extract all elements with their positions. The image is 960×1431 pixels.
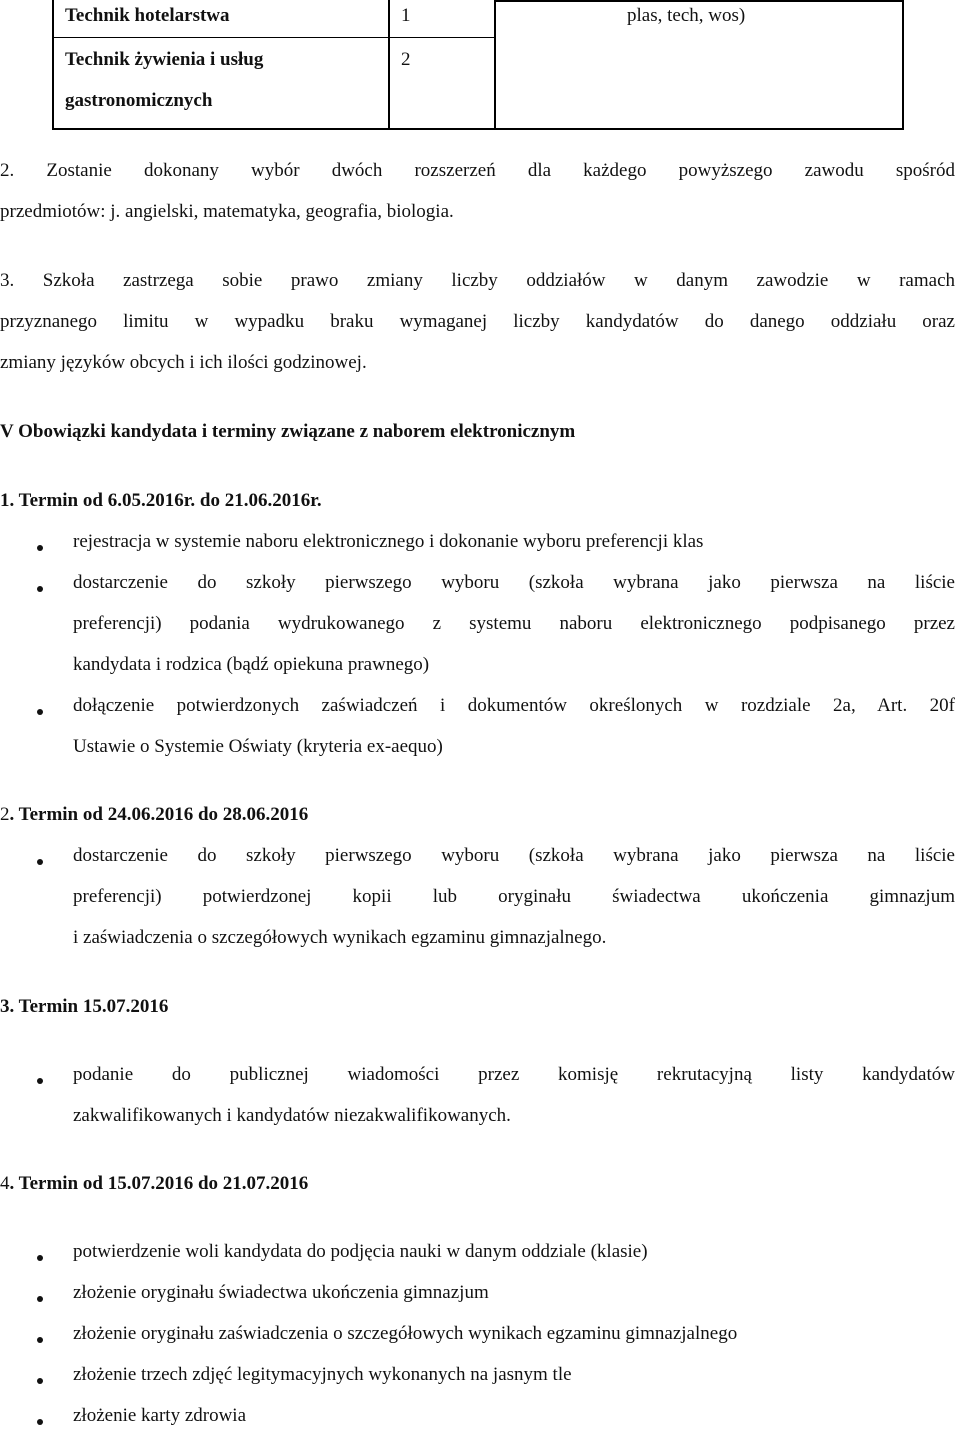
list-item: złożenie oryginału zaświadczenia o szczegółowych wynikach egzaminu gimnazjalnego [73, 1323, 738, 1344]
table-border-right [902, 0, 904, 130]
bullet-icon [37, 1078, 43, 1084]
list-item: złożenie karty zdrowia [73, 1405, 247, 1426]
list-item: rejestracja w systemie naboru elektronicznego i dokonanie wyboru preferencji klas [73, 531, 704, 552]
list-item-cont: kandydata i rodzica (bądź opiekuna prawnego) [73, 654, 430, 675]
list-item: złożenie oryginału świadectwa ukończenia gimnazjum [73, 1282, 489, 1303]
bullet-icon [37, 859, 43, 865]
paragraph-line: 3. Szkoła zastrzega sobie prawo zmiany liczby oddziałów w danym zawodzie w ramach [0, 270, 955, 291]
term-heading [0, 803, 308, 827]
list-item-cont: Ustawie o Systemie Oświaty (kryteria ex-aequo) [73, 736, 443, 757]
table-border-inner [494, 0, 496, 130]
list-item: potwierdzenie woli kandydata do podjęcia nauki w danym oddziale (klasie) [73, 1241, 648, 1262]
table-cell-name: Technik hotelarstwa [65, 5, 230, 26]
table-cell-name-cont: gastronomicznych [65, 90, 213, 111]
table-cell-extra: plas, tech, wos) [627, 5, 746, 26]
term-heading: 1. Termin od 6.05.2016r. do 21.06.2016r. [0, 490, 322, 511]
table-border-bottom-right [494, 128, 904, 130]
bullet-icon [37, 1419, 43, 1425]
bullet-icon [37, 709, 43, 715]
list-item: podanie do publicznej wiadomości przez komisję rekrutacyjną listy kandydatów [73, 1064, 955, 1085]
list-item-cont: zakwalifikowanych i kandydatów niezakwalifikowanych. [73, 1105, 511, 1126]
bullet-icon [37, 545, 43, 551]
paragraph-line: zmiany języków obcych i ich ilości godzinowej. [0, 352, 367, 373]
bullet-icon [37, 1255, 43, 1261]
list-item: dołączenie potwierdzonych zaświadczeń i dokumentów określonych w rozdziale 2a, Art. 20f [73, 695, 955, 716]
list-item-cont: preferencji) potwierdzonej kopii lub oryginału świadectwa ukończenia gimnazjum [73, 886, 955, 907]
section-heading: V Obowiązki kandydata i terminy związane z naborem elektronicznym [0, 421, 576, 442]
table-border-bottom [52, 128, 496, 130]
term-heading-text: . Termin od 15.07.2016 do 21.07.2016 [9, 1173, 309, 1194]
list-item: dostarczenie do szkoły pierwszego wyboru (szkoła wybrana jako pierwsza na liście [73, 845, 955, 866]
paragraph-line: przedmiotów: j. angielski, matematyka, geografia, biologia. [0, 201, 454, 222]
table-row-divider [52, 37, 496, 38]
bullet-icon [37, 1296, 43, 1302]
table-cell-count: 2 [401, 49, 411, 70]
table-border-top-right [494, 0, 904, 2]
table-border-mid [388, 0, 390, 130]
table-cell-count: 1 [401, 5, 411, 26]
list-item: złożenie trzech zdjęć legitymacyjnych wykonanych na jasnym tle [73, 1364, 572, 1385]
paragraph-line: przyznanego limitu w wypadku braku wymaganej liczby kandydatów do danego oddziału oraz [0, 311, 955, 332]
list-item-cont: i zaświadczenia o szczegółowych wynikach egzaminu gimnazjalnego. [73, 927, 607, 948]
paragraph-line: 2. Zostanie dokonany wybór dwóch rozszerzeń dla każdego powyższego zawodu spośród [0, 160, 955, 181]
bullet-icon [37, 1337, 43, 1343]
bullet-icon [37, 586, 43, 592]
list-item-cont: preferencji) podania wydrukowanego z systemu naboru elektronicznego podpisanego przez [73, 613, 955, 634]
table-cell-name: Technik żywienia i usług [65, 49, 264, 70]
table-border-left [52, 0, 54, 130]
term-number: 2 [0, 804, 10, 825]
term-heading [0, 1172, 308, 1196]
bullet-icon [37, 1378, 43, 1384]
term-heading-text: . Termin od 24.06.2016 do 28.06.2016 [9, 804, 309, 825]
list-item: dostarczenie do szkoły pierwszego wyboru (szkoła wybrana jako pierwsza na liście [73, 572, 955, 593]
term-heading: 3. Termin 15.07.2016 [0, 996, 169, 1017]
term-number: 4 [0, 1173, 10, 1194]
